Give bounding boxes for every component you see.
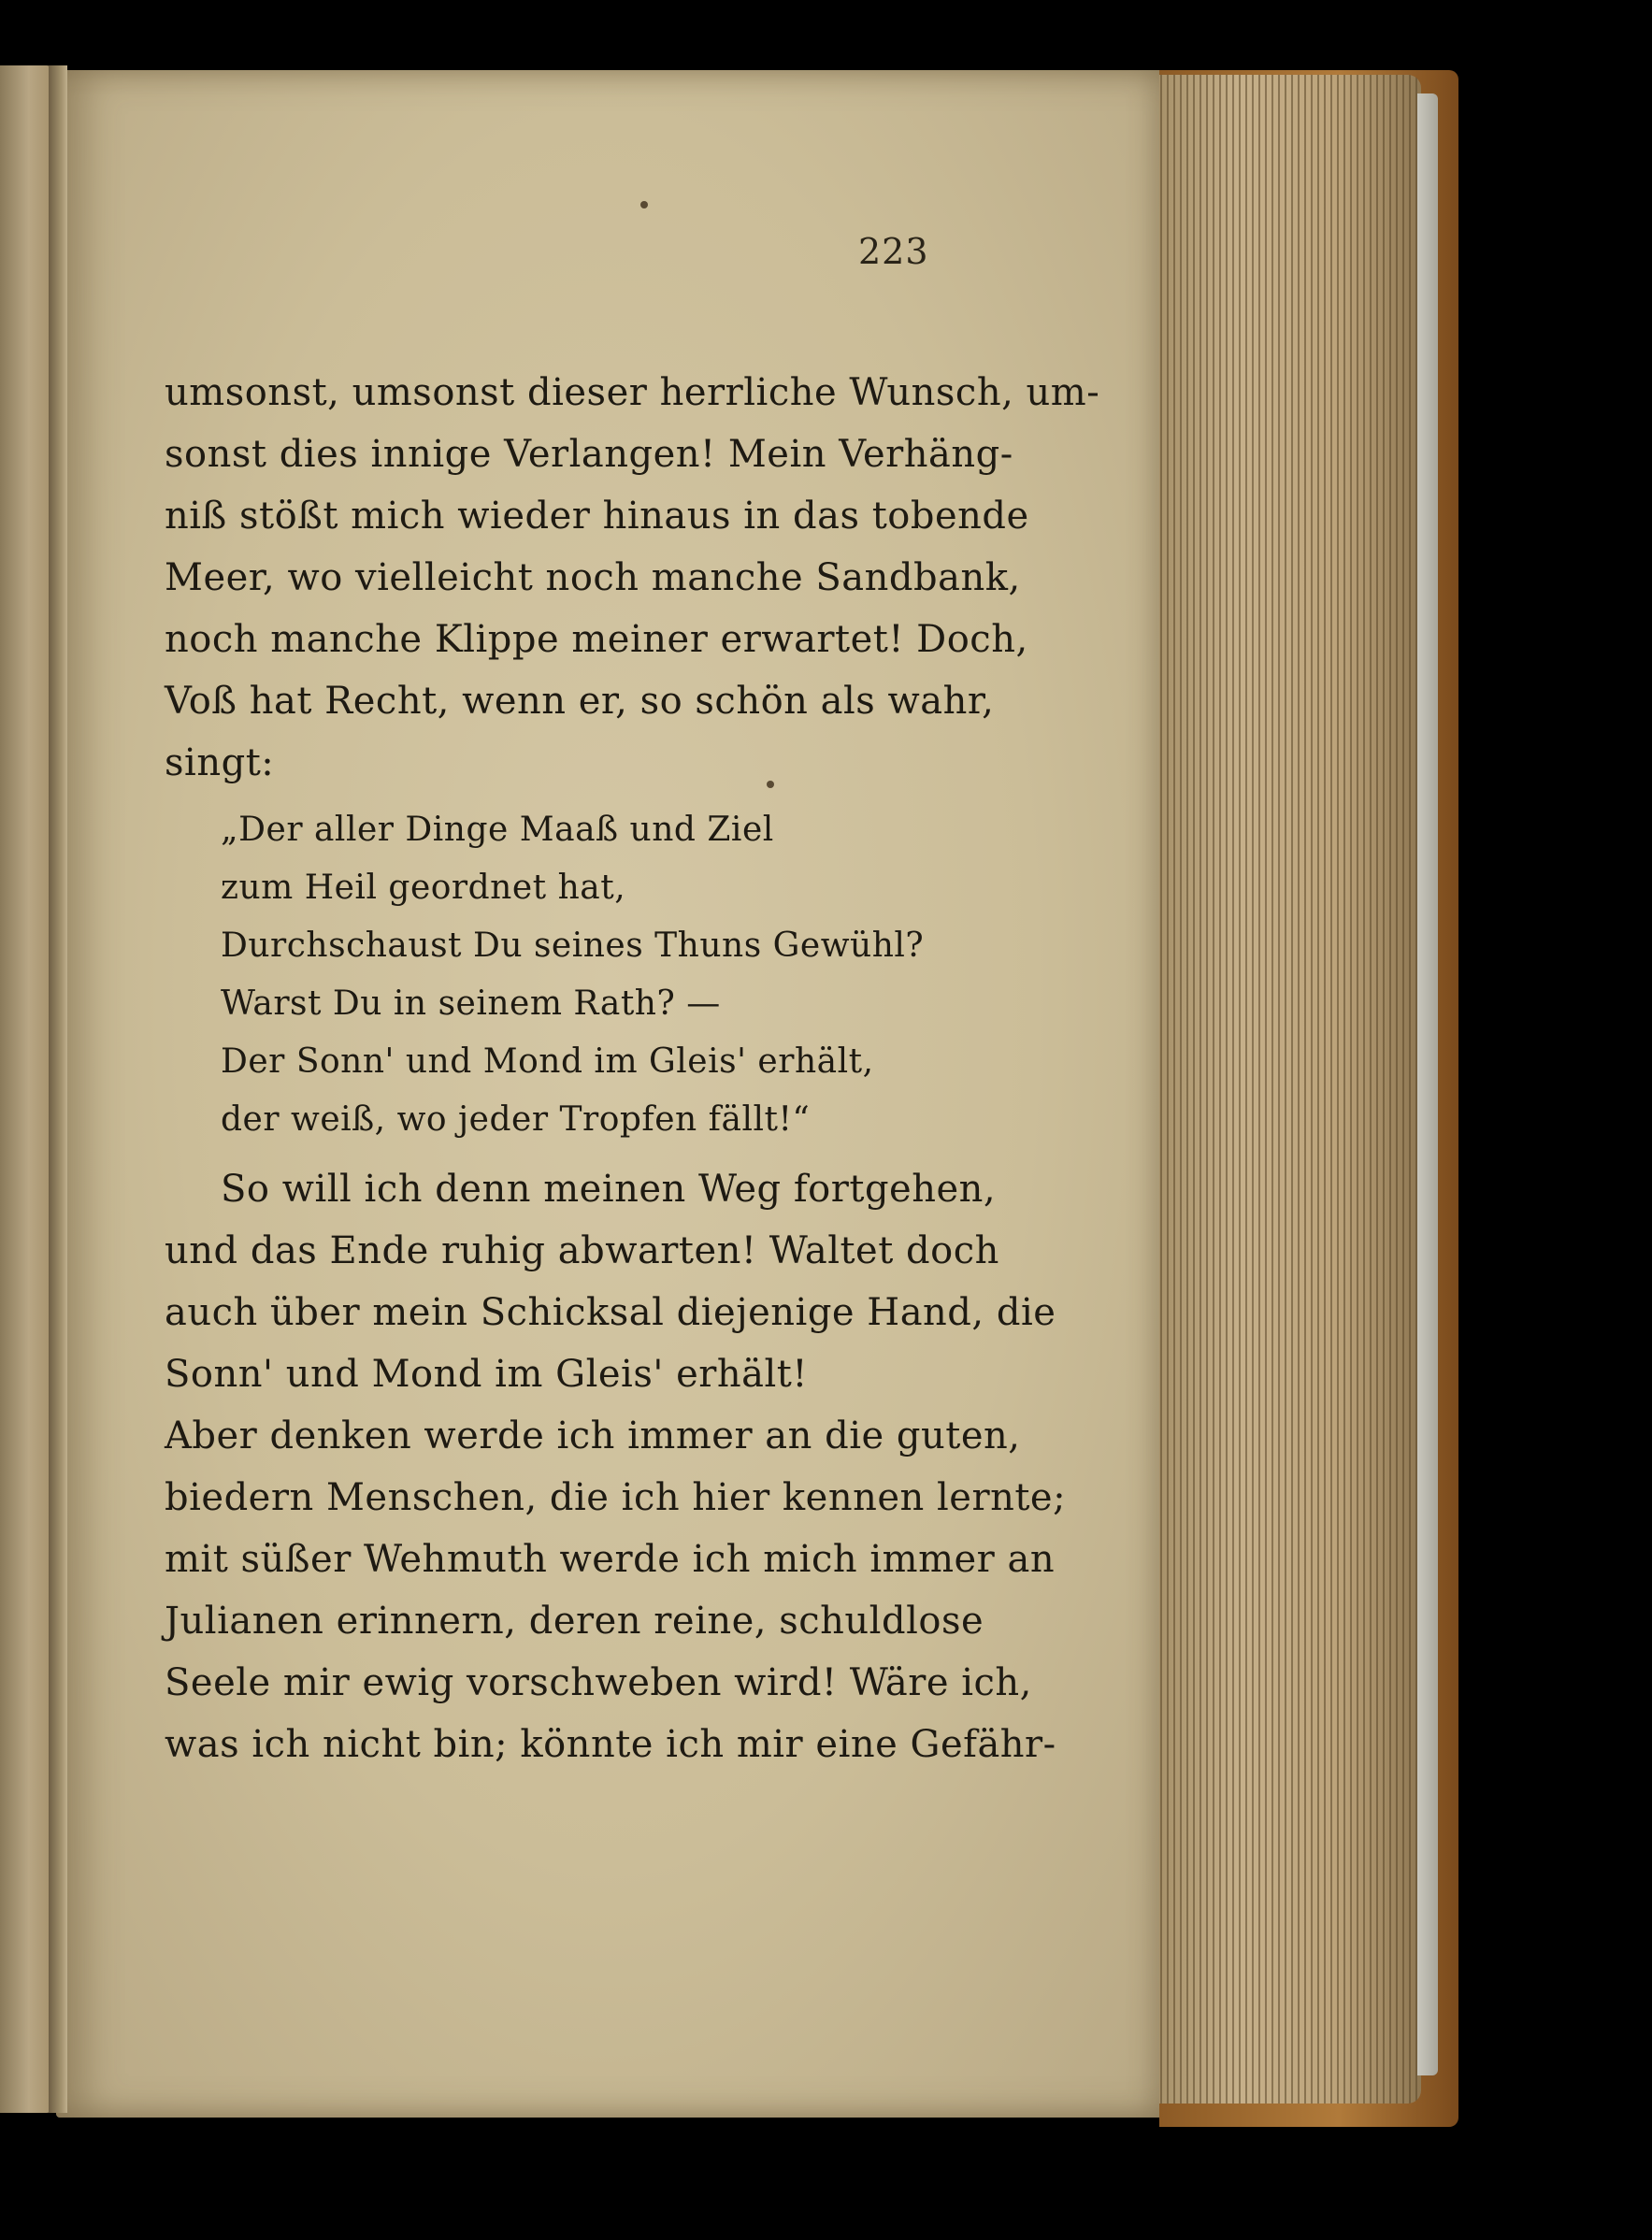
text-line: noch manche Klippe meiner erwartet! Doch, <box>165 618 1028 661</box>
verse-line: Der Sonn' und Mond im Gleis' erhält, <box>221 1042 874 1081</box>
text-line: auch über mein Schicksal diejenige Hand, die <box>165 1291 1056 1334</box>
page-number: 223 <box>858 231 929 272</box>
text-line: So will ich denn meinen Weg fortgehen, <box>221 1168 997 1211</box>
ink-spot <box>640 201 648 208</box>
text-line: biedern Menschen, die ich hier kennen lernte; <box>165 1476 1067 1519</box>
text-line: Aber denken werde ich immer an die guten, <box>165 1414 1021 1457</box>
text-line: mit süßer Wehmuth werde ich mich immer an <box>165 1538 1056 1581</box>
verse-line: der weiß, wo jeder Tropfen fällt!“ <box>221 1100 811 1139</box>
verse-line: Durchschaust Du seines Thuns Gewühl? <box>221 926 925 965</box>
book-gutter <box>49 65 67 2113</box>
text-line: singt: <box>165 741 275 784</box>
text-line: was ich nicht bin; könnte ich mir eine Gefähr- <box>165 1723 1056 1766</box>
text-line: und das Ende ruhig abwarten! Waltet doch <box>165 1229 999 1272</box>
facing-page-edge <box>0 65 52 2113</box>
text-line: umsonst, umsonst dieser herrliche Wunsch, um- <box>165 371 1100 414</box>
text-line: Meer, wo vielleicht noch manche Sandbank, <box>165 556 1021 599</box>
book-page <box>56 70 1159 2118</box>
text-line: sonst dies innige Verlangen! Mein Verhäng- <box>165 433 1013 476</box>
verse-line: „Der aller Dinge Maaß und Ziel <box>221 811 774 849</box>
text-line: Julianen erinnern, deren reine, schuldlose <box>165 1600 984 1643</box>
text-line: Sonn' und Mond im Gleis' erhält! <box>165 1353 808 1396</box>
verse-line: zum Heil geordnet hat, <box>221 869 626 907</box>
text-line: Voß hat Recht, wenn er, so schön als wahr, <box>165 680 995 723</box>
verse-line: Warst Du in seinem Rath? — <box>221 984 721 1023</box>
text-line: niß stößt mich wieder hinaus in das tobende <box>165 495 1029 538</box>
text-line: Seele mir ewig vorschweben wird! Wäre ich, <box>165 1661 1032 1704</box>
page-edges <box>1141 75 1421 2104</box>
